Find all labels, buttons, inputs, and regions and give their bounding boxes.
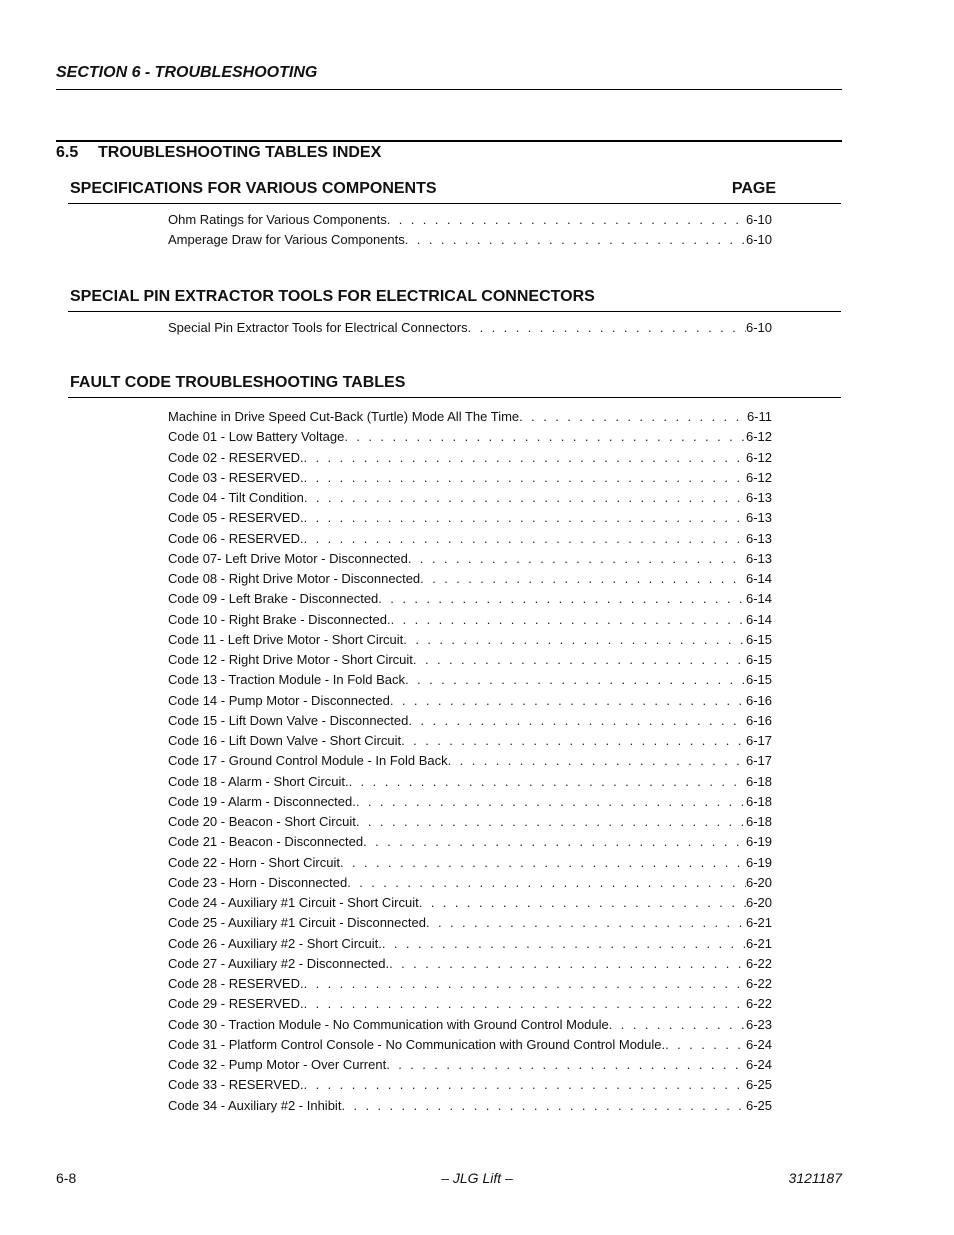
group-title-pin-extractor: SPECIAL PIN EXTRACTOR TOOLS FOR ELECTRICAL CONNECTORS (70, 288, 595, 305)
toc-entry-title: Code 33 - RESERVED. (168, 1077, 304, 1093)
toc-entry (168, 488, 772, 508)
dot-leader (426, 913, 746, 933)
toc-entry (168, 934, 772, 954)
toc-entry-title: Code 25 - Auxiliary #1 Circuit - Disconnected (168, 915, 426, 931)
section-rule (56, 140, 842, 142)
toc-entry-page: 6-20 (745, 874, 772, 890)
dot-leader (304, 994, 746, 1014)
toc-entry-page: 6-11 (746, 409, 772, 424)
toc-entry-page: 6-10 (745, 320, 772, 335)
toc-entry (168, 751, 772, 771)
dot-leader (468, 318, 746, 338)
dot-leader (609, 1015, 746, 1035)
toc-entry-title: Special Pin Extractor Tools for Electrical Connectors (168, 320, 468, 335)
dot-leader (378, 589, 746, 609)
toc-entry-title: Code 10 - Right Brake - Disconnected. (168, 611, 391, 627)
dot-leader (304, 488, 746, 508)
toc-entry-page: 6-13 (745, 490, 772, 505)
toc-entry-page: 6-10 (745, 212, 772, 227)
toc-entry-page: 6-13 (745, 510, 772, 526)
toc-entry-page: 6-10 (745, 232, 772, 248)
toc-entry (168, 569, 772, 589)
toc-entry (168, 448, 772, 468)
dot-leader (391, 610, 746, 630)
toc-entry-page: 6-24 (745, 1036, 772, 1052)
dot-leader (420, 569, 746, 589)
toc-entry (168, 1096, 772, 1116)
toc-entry-page: 6-18 (745, 814, 772, 829)
toc-entry-page: 6-16 (745, 692, 772, 708)
toc-entry-title: Code 07- Left Drive Motor - Disconnected (168, 550, 408, 566)
toc-entry-title: Machine in Drive Speed Cut-Back (Turtle) Mode All The Time (168, 409, 520, 424)
dot-leader (405, 670, 746, 690)
dot-leader (448, 751, 746, 771)
toc-entry-title: Code 05 - RESERVED. (168, 510, 304, 526)
toc-entry-title: Code 08 - Right Drive Motor - Disconnected (168, 571, 421, 586)
toc-entry (168, 1035, 772, 1055)
toc-entry (168, 853, 772, 873)
toc-entry-page: 6-22 (745, 996, 772, 1012)
toc-entry-page: 6-18 (745, 773, 772, 789)
entry-list (168, 210, 772, 251)
entry-list (168, 318, 772, 338)
dot-leader (356, 792, 746, 812)
dot-leader (389, 954, 746, 974)
group-rule (68, 203, 841, 204)
toc-entry-title: Code 27 - Auxiliary #2 - Disconnected. (168, 955, 390, 971)
dot-leader (304, 529, 746, 549)
toc-entry-title: Code 16 - Lift Down Valve - Short Circuit (168, 733, 402, 748)
toc-entry-page: 6-21 (745, 915, 772, 931)
toc-entry (168, 994, 772, 1014)
toc-entry (168, 407, 772, 427)
page-number: 6-8 (56, 1170, 77, 1186)
toc-entry-title: Code 04 - Tilt Condition (168, 490, 304, 505)
dot-leader (403, 630, 746, 650)
toc-entry-title: Code 19 - Alarm - Disconnected. (168, 793, 356, 809)
toc-entry (168, 893, 772, 913)
dot-leader (413, 650, 746, 670)
toc-entry (168, 549, 772, 569)
toc-entry-title: Code 11 - Left Drive Motor - Short Circuit (168, 631, 404, 647)
toc-entry-page: 6-25 (745, 1077, 772, 1093)
toc-entry-page: 6-14 (745, 591, 772, 607)
toc-entry-title: Ohm Ratings for Various Components (168, 212, 387, 227)
group-rule (68, 311, 841, 312)
toc-entry-title: Code 22 - Horn - Short Circuit (168, 854, 340, 870)
dot-leader (519, 407, 747, 427)
entry-list (168, 407, 772, 1116)
toc-entry-title: Code 23 - Horn - Disconnected (168, 874, 348, 890)
running-header: SECTION 6 - TROUBLESHOOTING (56, 64, 318, 81)
toc-entry (168, 427, 772, 447)
toc-entry-page: 6-19 (745, 854, 772, 870)
toc-entry (168, 589, 772, 609)
toc-entry-title: Code 30 - Traction Module - No Communication with Ground Control Module (168, 1016, 609, 1032)
toc-entry-title: Code 02 - RESERVED. (168, 449, 304, 465)
toc-entry-page: 6-19 (745, 834, 772, 850)
toc-entry (168, 630, 772, 650)
toc-entry (168, 508, 772, 528)
toc-entry (168, 318, 772, 338)
toc-entry-page: 6-17 (745, 753, 772, 769)
toc-entry (168, 1055, 772, 1075)
toc-entry-title: Code 01 - Low Battery Voltage (168, 429, 345, 445)
toc-entry-page: 6-20 (745, 895, 772, 910)
toc-entry (168, 873, 772, 893)
dot-leader (363, 832, 746, 852)
dot-leader (665, 1035, 746, 1055)
toc-entry-page: 6-22 (745, 955, 772, 971)
toc-entry-page: 6-13 (745, 550, 772, 566)
toc-entry-page: 6-15 (745, 631, 772, 647)
toc-entry-title: Code 21 - Beacon - Disconnected (168, 834, 364, 850)
toc-entry (168, 650, 772, 670)
dot-leader (304, 1075, 746, 1095)
toc-entry-title: Code 28 - RESERVED. (168, 976, 304, 991)
toc-entry (168, 1015, 772, 1035)
toc-entry (168, 610, 772, 630)
dot-leader (387, 210, 746, 230)
toc-entry-page: 6-24 (745, 1057, 772, 1072)
dot-leader (382, 934, 746, 954)
toc-entry (168, 711, 772, 731)
group-rule (68, 397, 841, 398)
dot-leader (405, 230, 746, 250)
toc-entry-title: Code 12 - Right Drive Motor - Short Circuit (168, 652, 413, 667)
toc-entry-title: Code 14 - Pump Motor - Disconnected (168, 692, 390, 708)
dot-leader (408, 711, 746, 731)
toc-entry-title: Code 31 - Platform Control Console - No Communication with Ground Control Module. (168, 1036, 666, 1052)
toc-entry-page: 6-14 (745, 571, 772, 586)
dot-leader (344, 427, 746, 447)
section-title (56, 144, 381, 162)
toc-entry-page: 6-21 (745, 935, 772, 951)
document-number: 3121187 (788, 1170, 842, 1186)
toc-entry (168, 954, 772, 974)
toc-entry (168, 230, 772, 250)
toc-entry-page: 6-22 (745, 976, 772, 991)
dot-leader (408, 549, 746, 569)
dot-leader (304, 508, 746, 528)
dot-leader (419, 893, 746, 913)
toc-entry-page: 6-13 (745, 530, 772, 546)
toc-entry-title: Code 15 - Lift Down Valve - Disconnected (168, 712, 409, 728)
dot-leader (304, 468, 746, 488)
toc-entry (168, 913, 772, 933)
dot-leader (341, 1096, 746, 1116)
toc-entry-title: Code 18 - Alarm - Short Circuit. (168, 773, 349, 789)
footer-brand: – JLG Lift – (441, 1170, 513, 1186)
toc-entry (168, 792, 772, 812)
toc-entry-page: 6-23 (745, 1016, 772, 1032)
toc-entry-title: Code 24 - Auxiliary #1 Circuit - Short Circuit (168, 895, 419, 910)
group-title-fault-codes: FAULT CODE TROUBLESHOOTING TABLES (70, 374, 406, 391)
toc-entry-title: Code 03 - RESERVED. (168, 469, 304, 485)
toc-entry-page: 6-12 (745, 469, 772, 485)
toc-entry-page: 6-18 (745, 793, 772, 809)
dot-leader (390, 691, 746, 711)
toc-entry (168, 832, 772, 852)
dot-leader (356, 812, 746, 832)
toc-entry-page: 6-15 (745, 672, 772, 688)
toc-entry-page: 6-12 (745, 429, 772, 445)
toc-entry-title: Code 32 - Pump Motor - Over Current (168, 1057, 387, 1072)
section-number: 6.5 (56, 144, 79, 161)
toc-entry-title: Code 20 - Beacon - Short Circuit (168, 814, 356, 829)
toc-entry-title: Code 09 - Left Brake - Disconnected (168, 591, 379, 607)
toc-entry-title: Code 06 - RESERVED. (168, 530, 304, 546)
dot-leader (340, 853, 746, 873)
dot-leader (304, 448, 746, 468)
dot-leader (349, 772, 746, 792)
toc-entry-page: 6-17 (745, 733, 772, 748)
header-rule (56, 89, 842, 90)
toc-entry (168, 974, 772, 994)
toc-entry (168, 670, 772, 690)
toc-entry-title: Amperage Draw for Various Components (168, 232, 405, 248)
toc-entry (168, 529, 772, 549)
toc-entry-page: 6-15 (745, 652, 772, 667)
toc-entry (168, 772, 772, 792)
toc-entry (168, 812, 772, 832)
toc-entry-title: Code 26 - Auxiliary #2 - Short Circuit. (168, 935, 382, 951)
group-title-specifications: SPECIFICATIONS FOR VARIOUS COMPONENTS (70, 180, 437, 197)
toc-entry-page: 6-16 (745, 712, 772, 728)
toc-entry-title: Code 29 - RESERVED. (168, 996, 304, 1012)
dot-leader (304, 974, 746, 994)
toc-entry (168, 210, 772, 230)
toc-entry-page: 6-14 (745, 611, 772, 627)
page-column-label: PAGE (731, 180, 776, 197)
dot-leader (386, 1055, 746, 1075)
toc-entry-page: 6-12 (745, 449, 772, 465)
dot-leader (401, 731, 746, 751)
toc-entry (168, 468, 772, 488)
toc-entry-title: Code 17 - Ground Control Module - In Fold Back (168, 753, 448, 769)
toc-entry (168, 691, 772, 711)
section-title-text: TROUBLESHOOTING TABLES INDEX (98, 144, 382, 161)
toc-entry (168, 731, 772, 751)
toc-entry-title: Code 13 - Traction Module - In Fold Back (168, 672, 406, 688)
toc-entry-title: Code 34 - Auxiliary #2 - Inhibit (168, 1097, 342, 1113)
dot-leader (347, 873, 746, 893)
toc-entry-page: 6-25 (745, 1097, 772, 1113)
toc-entry (168, 1075, 772, 1095)
